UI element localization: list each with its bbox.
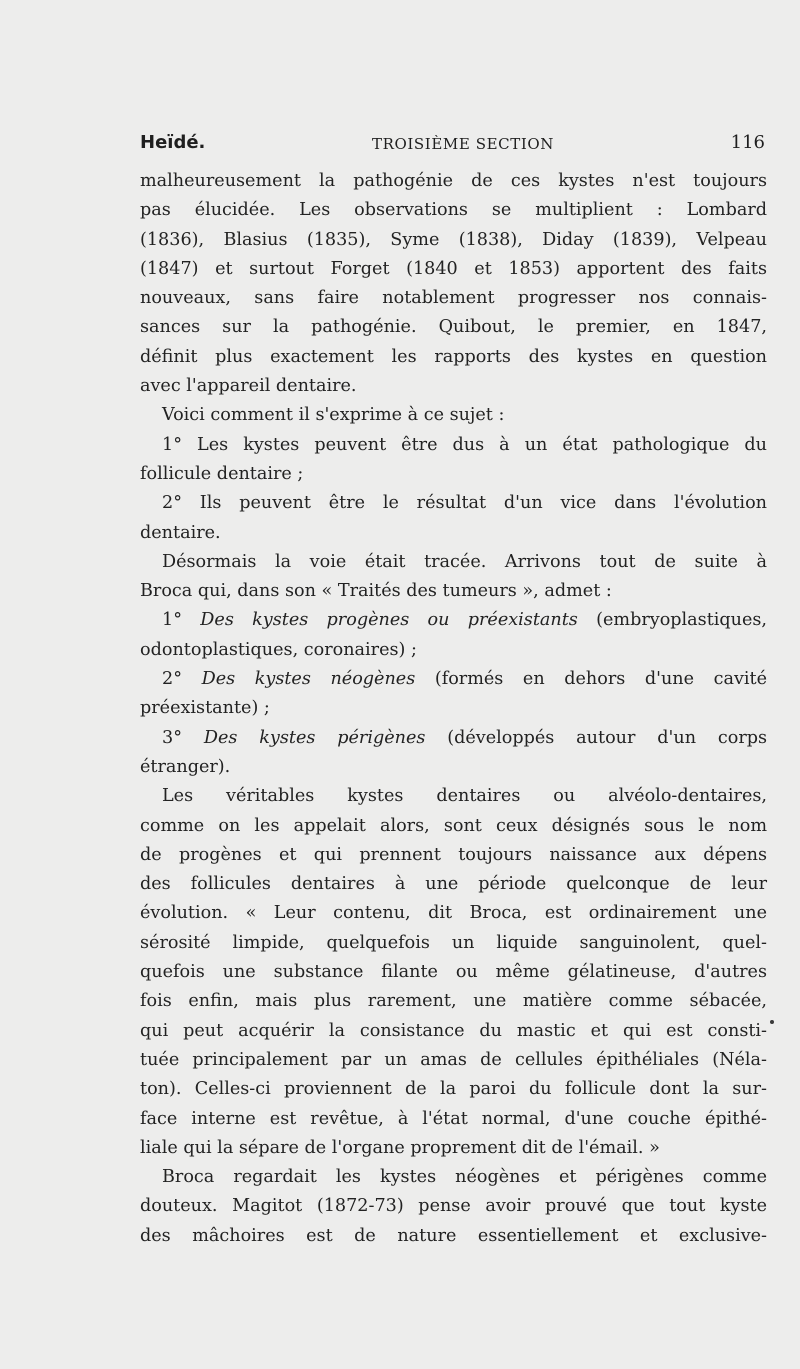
list-rest: (formés en dehors d'une cavité [434, 669, 768, 690]
italic-term: Des kystes périgènes [203, 727, 426, 748]
text-line: sérosité limpide, quelquefois un liquide sanguinolent, quel- [140, 932, 767, 953]
text-line: quefois une substance filante ou même gélatineuse, d'autres [140, 962, 767, 983]
text-line-list-item-2 [140, 665, 767, 694]
header-section-title: TROISIÈME SECTION [372, 135, 555, 153]
text-line: fois enfin, mais plus rarement, une matière comme sébacée, [140, 991, 767, 1012]
text-line: Broca regardait les kystes néogènes et périgènes comme [162, 1167, 767, 1188]
text-line: nouveaux, sans faire notablement progresser nos connais- [140, 288, 767, 309]
running-header [140, 132, 770, 160]
text-line: étranger). [140, 756, 231, 777]
text-line: sances sur la pathogénie. Quibout, le premier, en 1847, [140, 317, 767, 338]
list-rest: (embryoplastiques, [596, 610, 768, 631]
text-line: Désormais la voie était tracée. Arrivons tout de suite à [162, 551, 767, 572]
text-line: Broca qui, dans son « Traités des tumeurs », admet : [140, 581, 612, 602]
text-line: odontoplastiques, coronaires) ; [140, 639, 417, 660]
text-line: follicule dentaire ; [140, 463, 304, 484]
text-line: dentaire. [140, 522, 221, 543]
italic-term: Des kystes néogènes [201, 669, 416, 690]
text-line: 1° Les kystes peuvent être dus à un état pathologique du [162, 434, 767, 455]
text-line: comme on les appelait alors, sont ceux désignés sous le nom [140, 815, 767, 836]
text-line: 2° Ils peuvent être le résultat d'un vice dans l'évolution [162, 493, 767, 514]
list-number: 3° [162, 727, 182, 748]
text-line: ton). Celles-ci proviennent de la paroi du follicule dont la sur- [140, 1079, 767, 1100]
text-line: définit plus exactement les rapports des kystes en question [140, 346, 767, 367]
text-line: face interne est revêtue, à l'état normal, d'une couche épithé- [140, 1108, 767, 1129]
text-line: malheureusement la pathogénie de ces kystes n'est toujours [140, 171, 767, 191]
text-line: liale qui la sépare de l'organe proprement dit de l'émail. » [140, 1137, 660, 1158]
margin-dot [770, 1020, 774, 1024]
text-line: tuée principalement par un amas de cellules épithéliales (Néla- [140, 1049, 767, 1070]
text-line: préexistante) ; [140, 698, 270, 719]
text-line: (1836), Blasius (1835), Syme (1838), Diday (1839), Velpeau [140, 229, 767, 250]
text-line: qui peut acquérir la consistance du mastic et qui est consti- [140, 1020, 767, 1041]
page-number: 116 [730, 132, 765, 153]
text-line-list-item-3 [140, 724, 767, 753]
body-text [140, 167, 767, 1251]
list-rest: (développés autour d'un corps [447, 727, 768, 748]
text-line: Les véritables kystes dentaires ou alvéolo-dentaires, [162, 786, 767, 807]
text-line: pas élucidée. Les observations se multiplient : Lombard [140, 200, 767, 221]
italic-term: Des kystes progènes ou préexistants [200, 610, 578, 631]
header-author: Heïdé. [140, 132, 206, 153]
text-line: des mâchoires est de nature essentiellement et exclusive- [140, 1225, 767, 1246]
text-line: avec l'appareil dentaire. [140, 376, 357, 397]
text-line: (1847) et surtout Forget (1840 et 1853) apportent des faits [140, 258, 767, 279]
text-line: de progènes et qui prennent toujours naissance aux dépens [140, 844, 767, 865]
list-number: 1° [162, 610, 182, 631]
text-line: douteux. Magitot (1872-73) pense avoir prouvé que tout kyste [140, 1196, 767, 1217]
text-line: évolution. « Leur contenu, dit Broca, est ordinairement une [140, 903, 767, 924]
text-line-list-item-1 [140, 606, 767, 635]
text-line: Voici comment il s'exprime à ce sujet : [162, 405, 505, 426]
text-line: des follicules dentaires à une période quelconque de leur [140, 874, 767, 895]
list-number: 2° [162, 669, 182, 690]
